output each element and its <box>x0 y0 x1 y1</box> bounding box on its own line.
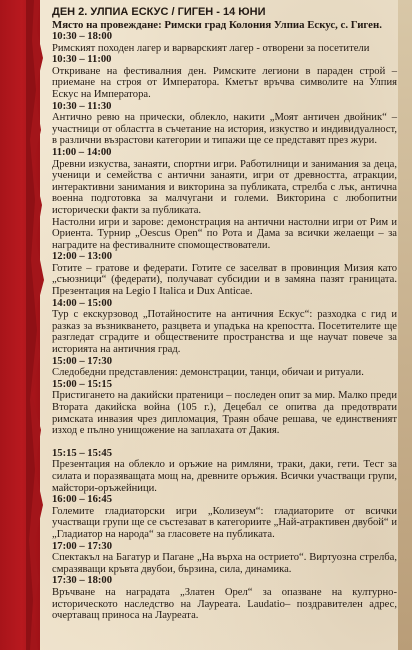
schedule-time: 12:00 – 13:00 <box>52 251 113 263</box>
schedule-list <box>52 31 397 622</box>
schedule-description: Следобедни представления: демонстрации, танци, обичаи и ритуали. <box>52 367 364 379</box>
section-gap <box>52 437 397 448</box>
schedule-time: 10:30 – 11:00 <box>52 54 112 66</box>
schedule-description: Тур с екскурзовод „Потайностите на античния Ескус“: разходка с гид и разказ за възникването, разцвета и упадъка на крепостта. Посетителите ще разгледат сградите и обществените пространства и ще научат повече за историята на античния град. <box>52 309 397 356</box>
schedule-description: Римският походен лагер и варварският лагер - отворени за посетители <box>52 42 370 54</box>
schedule-description: Древни изкуства, занаяти, спортни игри. Работилници и занимания за деца, ученици и семейства с антични занаяти, игри от древността, атракции, интерактивни занимания и викторина за публиката, стрелба с лък, антична военна подготовка за малчугани и големи. Викторина с любопитни исторически факти за публиката. Настолни игри и зарове: демонстрация на антични настолни игри от Рим и Ориента. Турнир „Oescus Open“ по Рота и Дама за всички желаещи – за наградите на фестивалните спомоществователи. <box>52 158 397 251</box>
schedule-time: 15:00 – 17:30 <box>52 355 113 367</box>
schedule-time: 14:00 – 15:00 <box>52 297 113 309</box>
schedule-description: Античнo ревю на прически, облекло, накити „Моят античен двойник“ – участници от областта в съчетание на история, изкуство и индивидуалност, в различни възрастови категории и типажи ще се представят през жури. <box>52 112 397 147</box>
schedule-time: 17:30 – 18:00 <box>52 575 113 587</box>
schedule-description: Пристигането на дакийски пратеници – последен опит за мир. Малко преди Втората дакийска война (105 г.), Децебал се опитва да предотврати римската инвазия чрез дипломация, Траян обаче решава, че единственият изход е пълно унищожение на заплахата от Дакия. <box>52 390 397 437</box>
decorative-right-edge <box>398 0 412 650</box>
schedule-time: 11:00 – 14:00 <box>52 146 112 158</box>
schedule-description: Презентация на облекло и оръжие на римляни, траки, даки, гети. Тест за силата и поразяващата мощ на, древните оръжия. Всички участващи групи, майстори-оръжейници. <box>52 459 397 494</box>
schedule-time: 15:15 – 15:45 <box>52 447 113 459</box>
schedule-time: 10:30 – 18:00 <box>52 31 113 42</box>
schedule-description: Откриване на фестивалния ден. Римските легиони в парадeн строй – приемане на строя от Императора. Кметът връчва символите на Улпия Ескус на Императора. <box>52 65 397 100</box>
schedule-time: 15:00 – 15:15 <box>52 378 113 390</box>
location-line: Място на провеждане: Римски град Колония Улпиа Ескус, с. Гиген. <box>52 18 382 31</box>
schedule-description: Големите гладиаторски игри „Колизеум“: гладиаторите от всички участващи групи ще се състезават в категориите „Най-атрактивен двубой“ и „Гладиатор на народа“ за гласовете на публиката. <box>52 505 397 540</box>
schedule-description: Готите – гратове и федерати. Готите се заселват в провинция Мизия като „съюзници“ (федерати), получават субсидии и в замяна пазят границата. Презентация на Legio I Italica и Dux Anticae. <box>52 262 397 298</box>
schedule-description: Връчване на наградата „Златен Орел“ за опазване на културно-историческото наследство на Лауреата. Laudatio– поздравителен адрес, очертаващ приноса на Лауреата. <box>52 586 397 622</box>
schedule-description: Спектакъл на Багатур и Пагане „На върха на острието“. Виртуозна стрелба, смразяващи кръвта двубои, бързина, сила, динамика. <box>52 552 397 575</box>
event-program <box>52 6 397 622</box>
schedule-time: 10:30 – 11:30 <box>52 100 112 112</box>
schedule-time: 16:00 – 16:45 <box>52 494 113 506</box>
day-title: ДЕН 2. УЛПИА ЕСКУС / ГИГЕН - 14 ЮНИ <box>52 6 266 18</box>
schedule-time: 17:00 – 17:30 <box>52 540 113 552</box>
